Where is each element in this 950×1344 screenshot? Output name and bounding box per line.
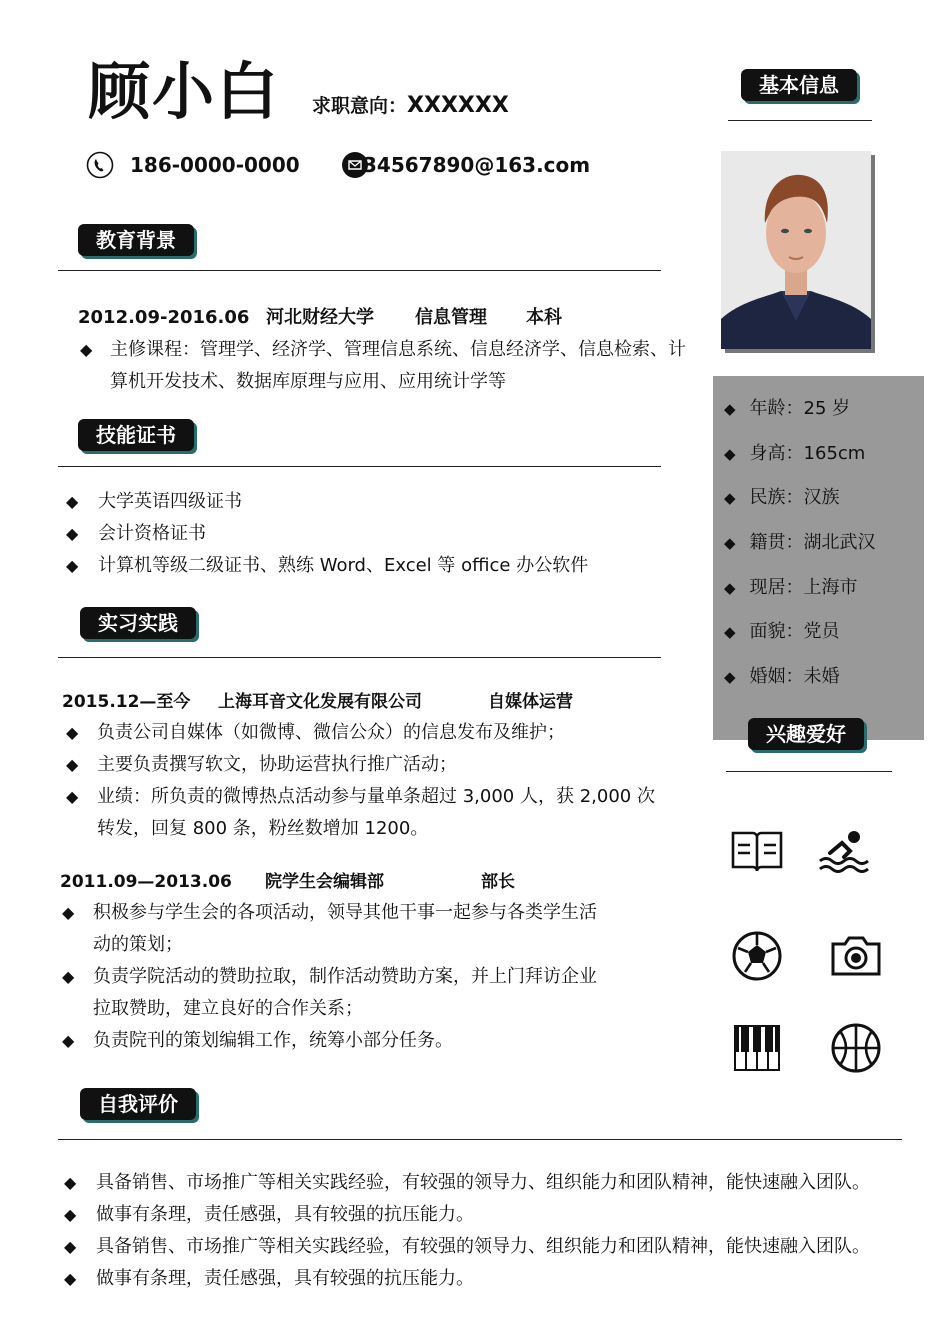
education-school: 河北财经大学 bbox=[266, 307, 374, 328]
skill-item: 会计资格证书 bbox=[98, 523, 206, 544]
section-title-education: 教育背景 bbox=[78, 224, 194, 256]
bullet-icon: ◆ bbox=[66, 723, 79, 742]
email-address: 34567890@163.com bbox=[363, 153, 591, 177]
self-eval-item: 做事有条理，责任感强，具有较强的抗压能力。 bbox=[96, 1268, 474, 1289]
piano-icon bbox=[729, 1020, 785, 1076]
bullet-icon: ◆ bbox=[724, 668, 736, 686]
job2-period: 2011.09—2013.06 bbox=[60, 872, 232, 892]
education-period: 2012.09-2016.06 bbox=[78, 307, 250, 328]
job2-role: 部长 bbox=[481, 872, 515, 892]
job1-item: 负责公司自媒体（如微博、微信公众）的信息发布及维护； bbox=[97, 722, 565, 743]
bullet-icon: ◆ bbox=[80, 340, 93, 359]
book-icon bbox=[729, 823, 785, 879]
bullet-icon: ◆ bbox=[62, 967, 75, 986]
divider-basic-info bbox=[728, 120, 872, 121]
job1-role: 自媒体运营 bbox=[488, 692, 573, 712]
job1-item: 业绩：所负责的微博热点活动参与量单条超过 3,000 人，获 2,000 次 bbox=[97, 786, 655, 807]
education-degree: 本科 bbox=[526, 307, 562, 328]
job2-item: 积极参与学生会的各项活动，领导其他干事一起参与各类学生活 bbox=[93, 902, 597, 923]
education-courses-line2: 算机开发技术、数据库原理与应用、应用统计学等 bbox=[110, 371, 506, 392]
job-intent bbox=[312, 92, 509, 120]
bullet-icon: ◆ bbox=[64, 1237, 77, 1256]
info-hometown: ◆ 籍贯：湖北武汉 bbox=[724, 532, 876, 553]
email-contact bbox=[341, 150, 590, 180]
section-title-skills: 技能证书 bbox=[78, 419, 194, 451]
job2-item: 拉取赞助，建立良好的合作关系； bbox=[93, 998, 363, 1019]
bullet-icon: ◆ bbox=[66, 755, 79, 774]
candidate-name: 顾小白 bbox=[88, 55, 281, 128]
info-political-status: ◆ 面貌：党员 bbox=[724, 621, 840, 642]
education-major: 信息管理 bbox=[415, 307, 487, 328]
skill-item: 大学英语四级证书 bbox=[98, 491, 242, 512]
job2-item: 负责学院活动的赞助拉取，制作活动赞助方案，并上门拜访企业 bbox=[93, 966, 597, 987]
job2-item: 动的策划； bbox=[93, 934, 183, 955]
info-age: ◆ 年龄：25 岁 bbox=[724, 398, 851, 419]
soccer-ball-icon bbox=[729, 928, 785, 984]
job1-item: 主要负责撰写软文，协助运营执行推广活动； bbox=[97, 754, 457, 775]
bullet-icon: ◆ bbox=[724, 489, 736, 507]
divider-practice bbox=[58, 657, 661, 658]
job2-item: 负责院刊的策划编辑工作，统筹小部分任务。 bbox=[93, 1030, 453, 1051]
camera-icon bbox=[828, 928, 884, 984]
section-title-hobbies: 兴趣爱好 bbox=[748, 718, 864, 750]
skill-item: 计算机等级二级证书、熟练 Word、Excel 等 office 办公软件 bbox=[98, 555, 589, 576]
section-title-self-eval: 自我评价 bbox=[80, 1088, 196, 1120]
bullet-icon: ◆ bbox=[64, 1205, 77, 1224]
phone-contact bbox=[86, 150, 300, 180]
self-eval-item: 具备销售、市场推广等相关实践经验，有较强的领导力、组织能力和团队精神，能快速融入团队。 bbox=[96, 1236, 870, 1257]
divider-skills bbox=[58, 466, 661, 467]
bullet-icon: ◆ bbox=[66, 492, 79, 511]
basketball-icon bbox=[828, 1020, 884, 1076]
profile-photo bbox=[721, 151, 871, 349]
job1-item: 转发，回复 800 条，粉丝数增加 1200。 bbox=[97, 818, 429, 839]
swimming-icon bbox=[816, 823, 872, 879]
job2-company: 院学生会编辑部 bbox=[265, 872, 384, 892]
job1-period: 2015.12—至今 bbox=[62, 692, 191, 712]
section-title-practice: 实习实践 bbox=[80, 607, 196, 639]
bullet-icon: ◆ bbox=[66, 524, 79, 543]
phone-icon bbox=[86, 151, 114, 179]
divider-hobbies bbox=[726, 771, 892, 772]
bullet-icon: ◆ bbox=[724, 623, 736, 641]
info-height: ◆ 身高：165cm bbox=[724, 443, 866, 464]
bullet-icon: ◆ bbox=[64, 1269, 77, 1288]
self-eval-item: 具备销售、市场推广等相关实践经验，有较强的领导力、组织能力和团队精神，能快速融入团队。 bbox=[96, 1172, 870, 1193]
bullet-icon: ◆ bbox=[66, 787, 79, 806]
bullet-icon: ◆ bbox=[62, 903, 75, 922]
bullet-icon: ◆ bbox=[724, 445, 736, 463]
education-courses-line1: 主修课程：管理学、经济学、管理信息系统、信息经济学、信息检索、计 bbox=[110, 339, 686, 360]
bullet-icon: ◆ bbox=[724, 579, 736, 597]
bullet-icon: ◆ bbox=[66, 556, 79, 575]
bullet-icon: ◆ bbox=[724, 534, 736, 552]
divider-self-eval bbox=[58, 1139, 902, 1140]
bullet-icon: ◆ bbox=[724, 400, 736, 418]
bullet-icon: ◆ bbox=[62, 1031, 75, 1050]
info-marital-status: ◆ 婚姻：未婚 bbox=[724, 666, 840, 687]
divider-education bbox=[58, 270, 661, 271]
self-eval-item: 做事有条理，责任感强，具有较强的抗压能力。 bbox=[96, 1204, 474, 1225]
phone-number: 186-0000-0000 bbox=[130, 153, 300, 177]
job1-company: 上海耳音文化发展有限公司 bbox=[218, 692, 422, 712]
job-intent-label: 求职意向： bbox=[312, 95, 408, 117]
section-title-basic-info: 基本信息 bbox=[741, 69, 857, 101]
info-ethnicity: ◆ 民族：汉族 bbox=[724, 487, 840, 508]
bullet-icon: ◆ bbox=[64, 1173, 77, 1192]
info-residence: ◆ 现居：上海市 bbox=[724, 577, 858, 598]
job-intent-value: XXXXXX bbox=[407, 93, 509, 118]
